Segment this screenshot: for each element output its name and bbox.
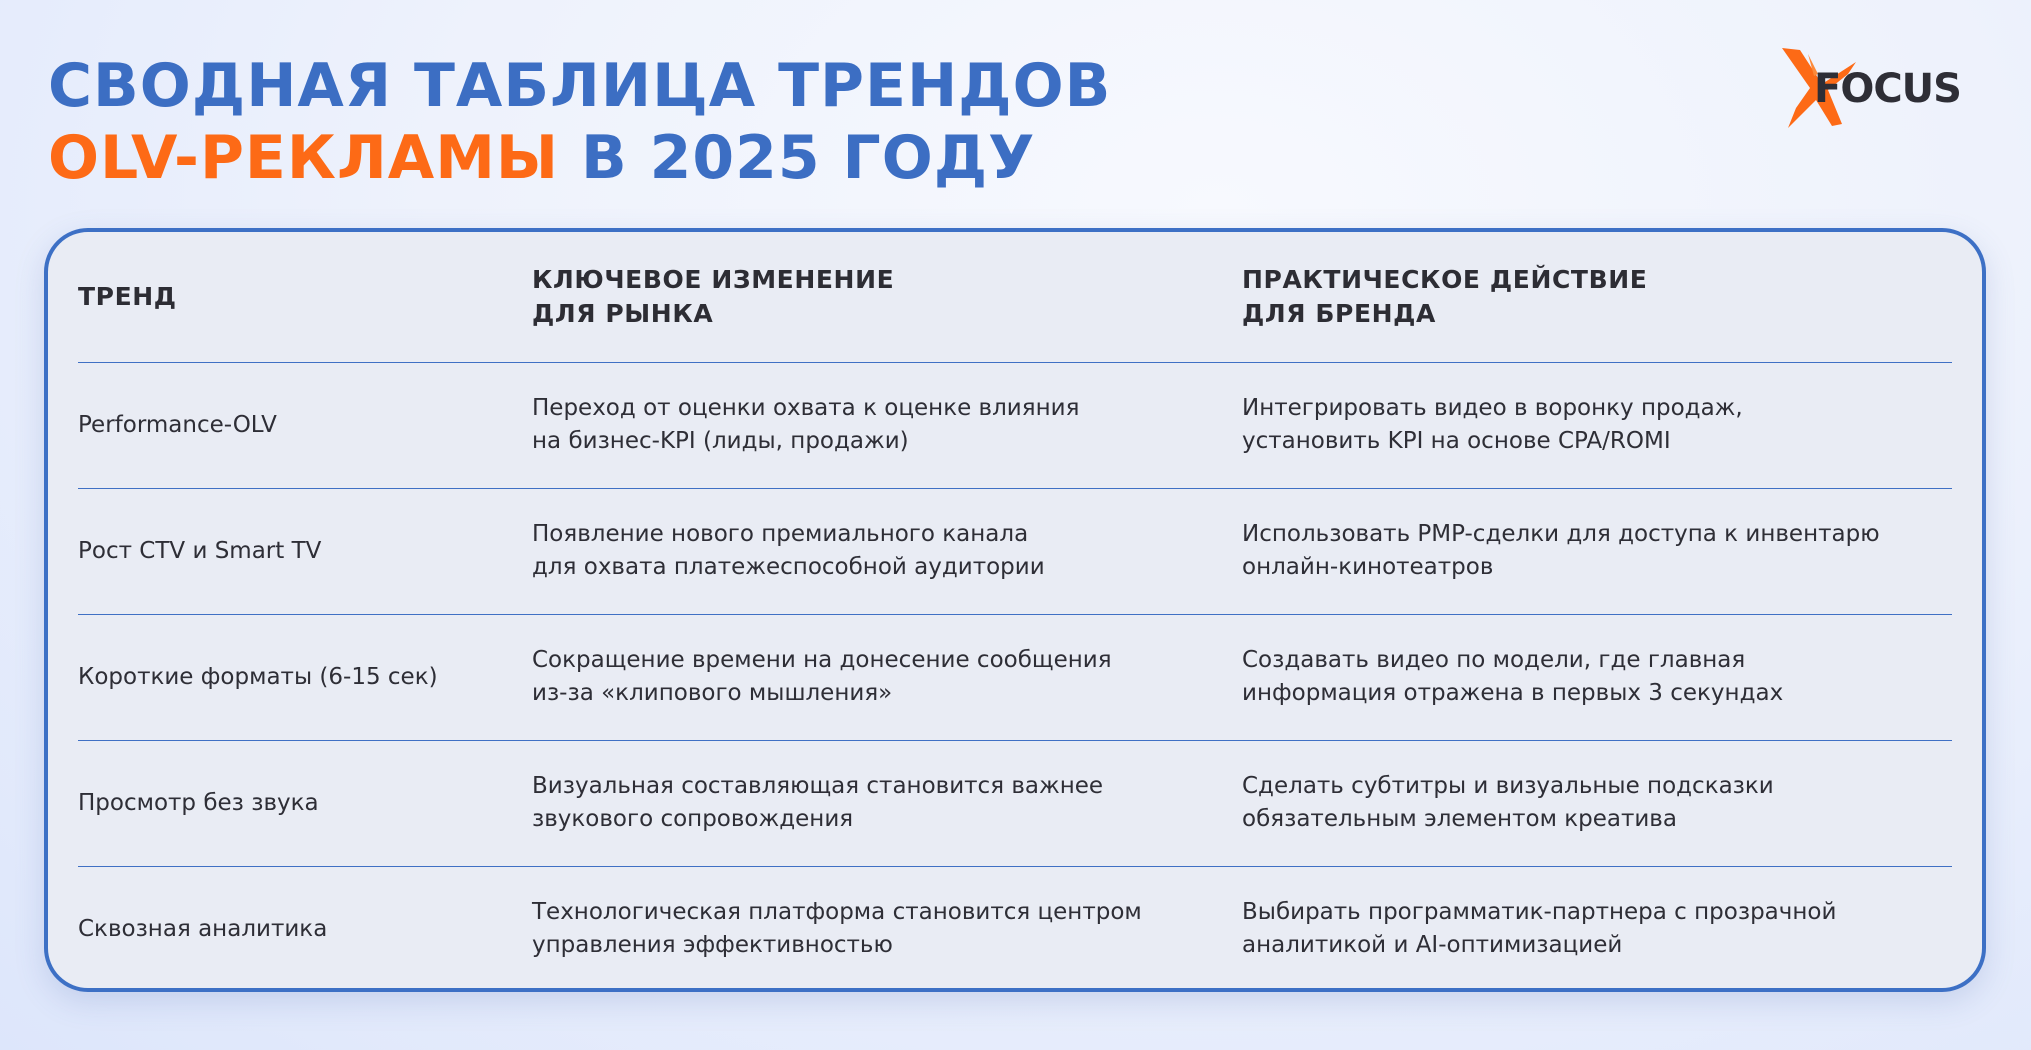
title-accent: OLV-РЕКЛАМЫ <box>48 123 560 193</box>
table-header-row <box>78 232 1952 362</box>
table-row <box>78 866 1952 992</box>
focus-logo <box>1778 44 1983 130</box>
cell-action: Выбирать программатик-партнера с прозрачной аналитикой и AI-оптимизацией <box>1242 899 1837 959</box>
page-title <box>48 50 1111 194</box>
cell-action: Интегрировать видео в воронку продаж, установить KPI на основе CPA/ROMI <box>1242 362 1952 488</box>
logo-text: FOCUS <box>1814 66 1961 112</box>
x-mark-icon <box>1778 44 1983 130</box>
trends-table <box>78 232 1952 992</box>
table-row <box>78 740 1952 866</box>
title-line-2 <box>48 122 1111 194</box>
cell-action: Использовать PMP-сделки для доступа к инвентарю онлайн-кинотеатров <box>1242 488 1952 614</box>
cell-change: Технологическая платформа становится центром управления эффективностью <box>532 899 1142 959</box>
table-row <box>78 362 1952 488</box>
cell-change: Переход от оценки охвата к оценке влияния на бизнес-KPI (лиды, продажи) <box>532 362 1242 488</box>
cell-trend: Просмотр без звука <box>78 740 532 866</box>
cell-change: Появление нового премиального канала для охвата платежеспособной аудитории <box>532 488 1242 614</box>
cell-action: Создавать видео по модели, где главная информация отражена в первых 3 секундах <box>1242 614 1952 740</box>
cell-action: Сделать субтитры и визуальные подсказки обязательным элементом креатива <box>1242 740 1952 866</box>
cell-trend: Короткие форматы (6-15 сек) <box>78 614 532 740</box>
header-key-change: КЛЮЧЕВОЕ ИЗМЕНЕНИЕ ДЛЯ РЫНКА <box>532 232 1242 362</box>
trends-table-card <box>44 228 1986 992</box>
cell-change: Сокращение времени на донесение сообщения из-за «клипового мышления» <box>532 614 1242 740</box>
title-rest: В 2025 ГОДУ <box>559 123 1036 193</box>
cell-trend: Сквозная аналитика <box>78 915 328 942</box>
cell-trend: Performance-OLV <box>78 362 532 488</box>
cell-trend: Рост CTV и Smart TV <box>78 488 532 614</box>
header-practical-action: ПРАКТИЧЕСКОЕ ДЕЙСТВИЕ ДЛЯ БРЕНДА <box>1242 232 1952 362</box>
cell-change: Визуальная составляющая становится важнее звукового сопровождения <box>532 740 1242 866</box>
header-trend: ТРЕНД <box>78 232 532 362</box>
title-line-1: СВОДНАЯ ТАБЛИЦА ТРЕНДОВ <box>48 51 1112 121</box>
table-row <box>78 614 1952 740</box>
table-row <box>78 488 1952 614</box>
